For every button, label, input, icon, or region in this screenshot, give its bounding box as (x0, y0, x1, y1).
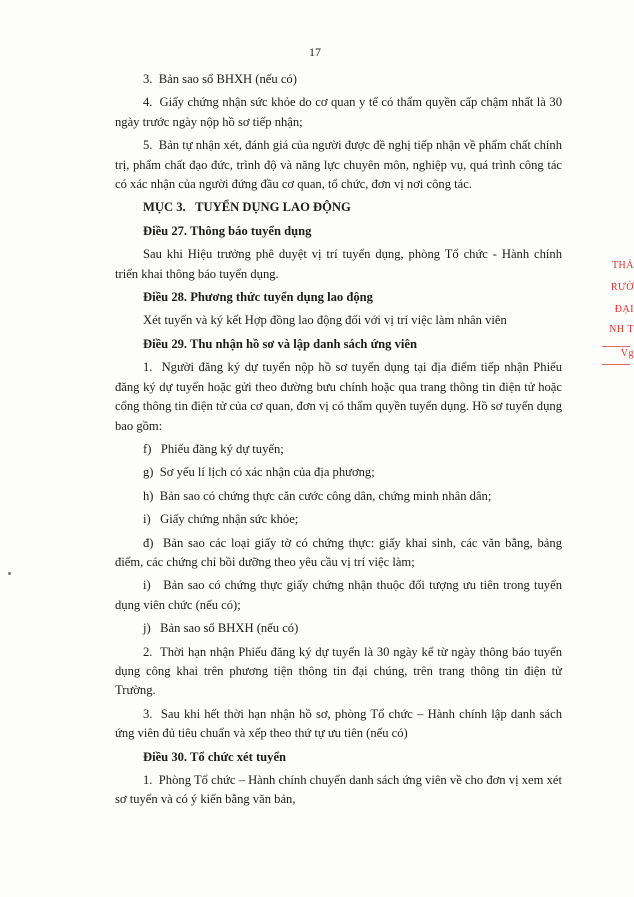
paragraph: 2. Thời hạn nhận Phiếu đăng ký dự tuyển là 30 ngày kể từ ngày thông báo tuyển dụng công khai trên phương tiện thông tin đại chúng, trên trang thông tin điện tử Trường. (115, 644, 562, 698)
paragraph: 4. Giấy chứng nhận sức khỏe do cơ quan y tế có thẩm quyền cấp chậm nhất là 30 ngày trước ngày nộp hồ sơ tiếp nhận; (115, 95, 562, 129)
paragraph: 3. Bản sao sổ BHXH (nếu có) (143, 72, 297, 86)
document-body (115, 70, 562, 814)
list-item: đ) Bản sao các loại giấy tờ có chứng thực: giấy khai sinh, các văn bằng, bảng điểm, các chứng chỉ bồi dưỡng theo yêu cầu vị trí việc làm; (115, 535, 562, 569)
paragraph: Xét tuyển và ký kết Hợp đồng lao động đối với vị trí việc làm nhân viên (143, 313, 507, 328)
scan-speck (8, 572, 11, 575)
paragraph: Sau khi Hiệu trưởng phê duyệt vị trí tuyển dụng, phòng Tổ chức - Hành chính triển khai thông báo tuyển dụng. (115, 247, 562, 281)
stamp-text: RƯỜ (610, 282, 634, 293)
red-stamp-edge (590, 260, 634, 370)
section-heading: MỤC 3. TUYỂN DỤNG LAO ĐỘNG (143, 200, 351, 215)
article-heading: Điều 27. Thông báo tuyển dụng (143, 223, 312, 238)
stamp-text: ĐẠI (614, 304, 634, 315)
list-item: i) Bản sao có chứng thực giấy chứng nhận thuộc đối tượng ưu tiên trong tuyển dụng viên chức (nếu có); (115, 578, 562, 612)
stamp-rule (602, 346, 630, 347)
paragraph: 3. Sau khi hết thời hạn nhận hồ sơ, phòng Tổ chức – Hành chính lập danh sách ứng viên đủ tiêu chuẩn và xếp theo thứ tự ưu tiên (nếu có) (115, 706, 562, 741)
list-item: g) Sơ yếu lí lịch có xác nhận của địa phương; (143, 465, 375, 480)
list-item: f) Phiếu đăng ký dự tuyển; (143, 441, 284, 456)
page-number: 17 (309, 45, 321, 59)
list-item: h) Bản sao có chứng thực căn cước công dân, chứng minh nhân dân; (143, 488, 492, 503)
paragraph: 1. Người đăng ký dự tuyển nộp hồ sơ tuyển dụng tại địa điểm tiếp nhận Phiếu đăng ký dự tuyển hoặc gửi theo đường bưu chính hoặc qua trang thông tin điện tử hoặc cổng thông tin điện tử của cơ quan, đơn vị có thẩm quyền tuyển dụng. Hồ sơ tuyển dụng bao gồm: (115, 360, 562, 433)
stamp-text: THẢ (611, 260, 634, 271)
paragraph: 5. Bản tự nhận xét, đánh giá của người được đề nghị tiếp nhận về phẩm chất chính trị, phẩm chất đạo đức, trình độ và năng lực chuyên môn, nghiệp vụ, quá trình công tác có xác nhận của người đứng đầu cơ quan, tổ chức, đơn vị nơi công tác. (115, 138, 562, 192)
stamp-rule (602, 364, 630, 365)
article-heading: Điều 29. Thu nhận hồ sơ và lập danh sách ứng viên (143, 336, 417, 351)
stamp-text: NH T (609, 324, 634, 335)
list-item: i) Giấy chứng nhận sức khỏe; (143, 512, 299, 527)
article-heading: Điều 28. Phương thức tuyển dụng lao động (143, 290, 373, 305)
list-item: j) Bản sao sổ BHXH (nếu có) (143, 621, 299, 636)
stamp-text: Vg (620, 348, 634, 359)
article-heading: Điều 30. Tổ chức xét tuyển (143, 749, 287, 764)
paragraph: 1. Phòng Tổ chức – Hành chính chuyển danh sách ứng viên về cho đơn vị xem xét sơ tuyển và có ý kiến bằng văn bản, (115, 773, 562, 807)
